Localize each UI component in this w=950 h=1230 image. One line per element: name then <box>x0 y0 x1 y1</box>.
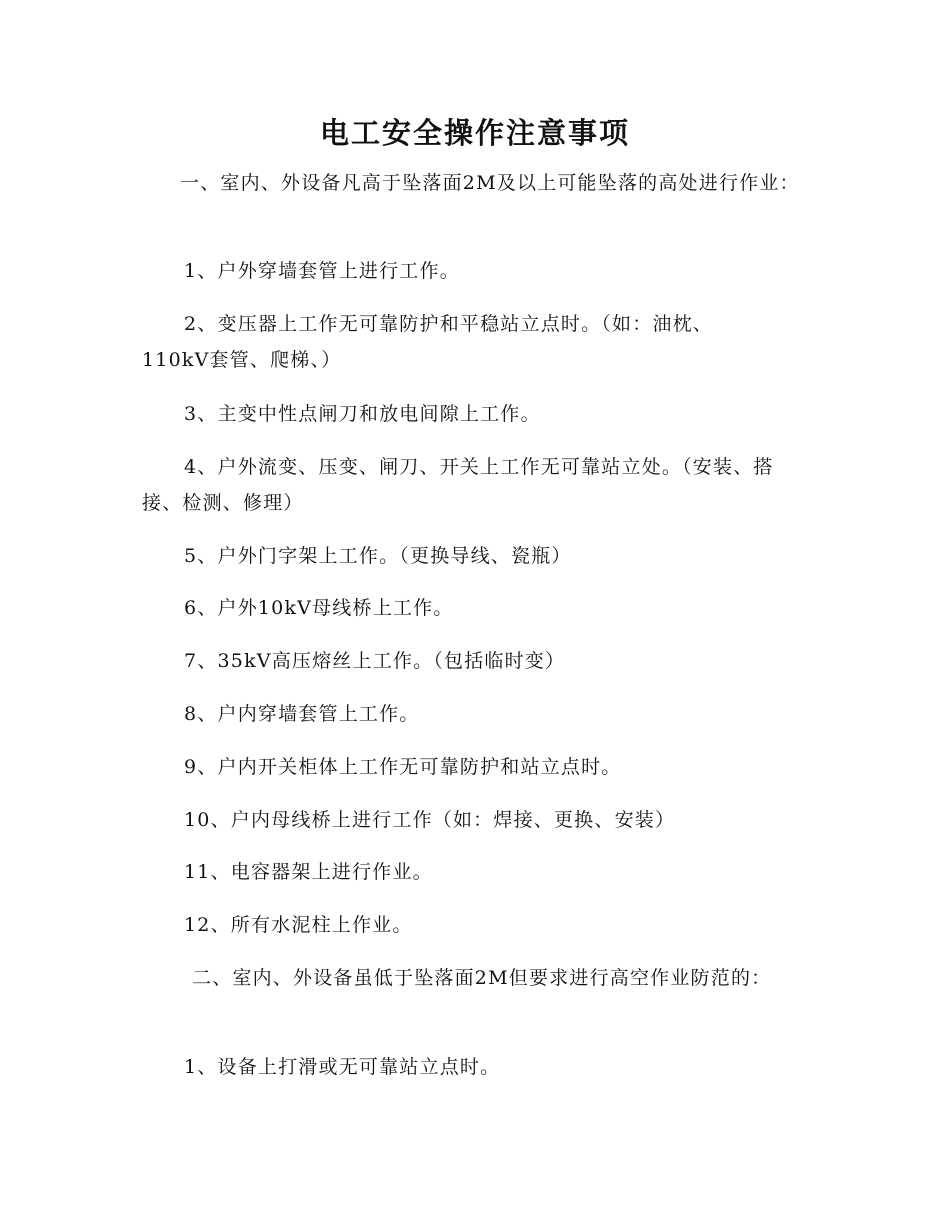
list-item: 6、户外10kV母线桥上工作。 <box>184 597 454 619</box>
list-item: 10、户内母线桥上进行工作（如：焊接、更换、安装） <box>184 809 676 831</box>
section2-heading: 二、室内、外设备虽低于坠落面2M但要求进行高空作业防范的： <box>192 967 772 989</box>
list-item: 8、户内穿墙套管上工作。 <box>184 703 420 725</box>
list-item: 12、所有水泥柱上作业。 <box>184 914 413 936</box>
list-item: 7、35kV高压熔丝上工作。（包括临时变） <box>184 650 566 672</box>
list-item: 1、户外穿墙套管上进行工作。 <box>184 260 460 282</box>
list-item: 1、设备上打滑或无可靠站立点时。 <box>184 1056 501 1078</box>
list-item: 11、电容器架上进行作业。 <box>184 861 433 883</box>
list-item: 3、主变中性点闸刀和放电间隙上工作。 <box>184 403 541 425</box>
section1-heading: 一、室内、外设备凡高于坠落面2M及以上可能坠落的高处进行作业： <box>180 172 800 194</box>
list-item: 2、变压器上工作无可靠防护和平稳站立点时。（如：油枕、110kV套管、爬梯、） <box>142 313 713 371</box>
list-item: 5、户外门字架上工作。（更换导线、瓷瓶） <box>184 545 572 567</box>
list-item: 9、户内开关柜体上工作无可靠防护和站立点时。 <box>184 756 622 778</box>
document-title: 电工安全操作注意事项 <box>319 116 630 150</box>
list-item: 4、户外流变、压变、闸刀、开关上工作无可靠站立处。（安装、搭接、检测、修理） <box>142 456 774 514</box>
